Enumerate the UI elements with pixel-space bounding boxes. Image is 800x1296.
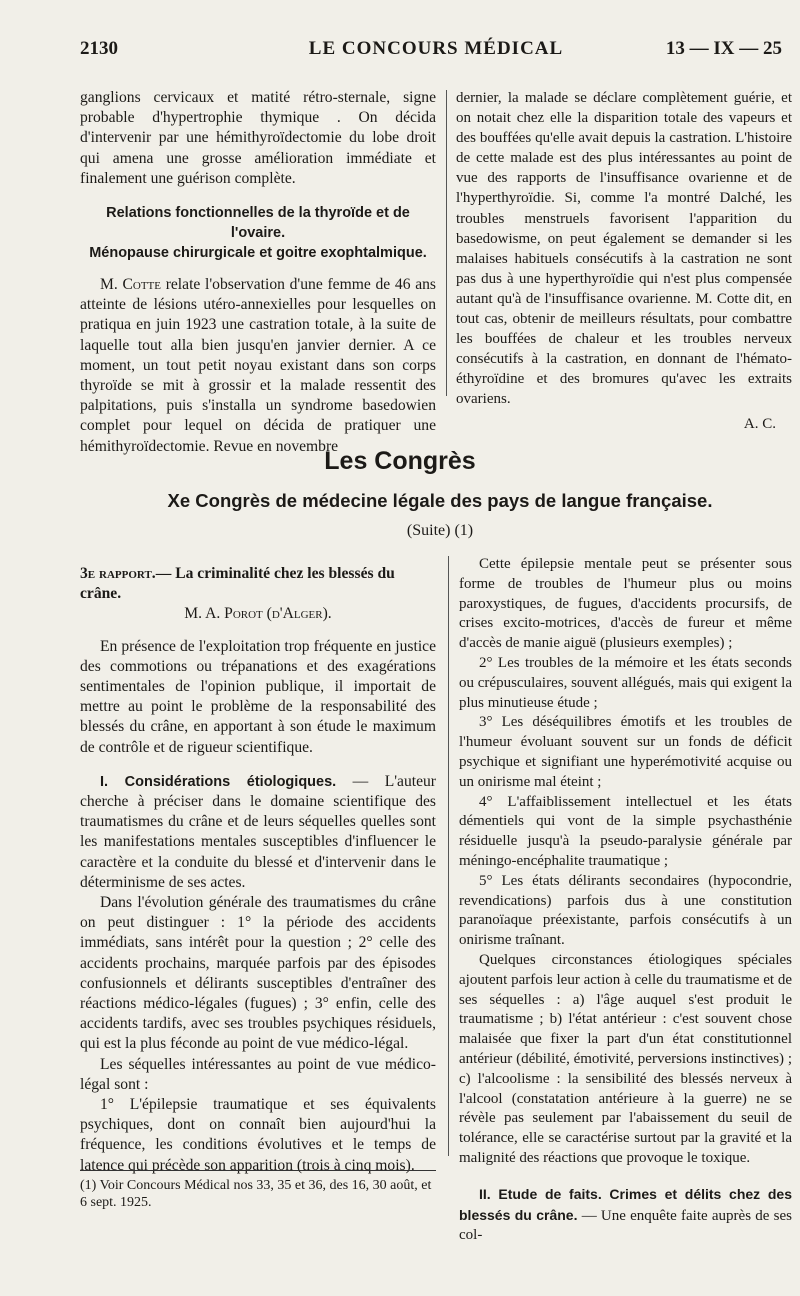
paragraph: ganglions cervicaux et matité rétro-sternale, signe probable d'hypertrophie thymique . On décida d'intervenir par une hémithyroïdectomie du lobe droit qui amena une grosse amélioration immédiate et finalement une guérison complète. [80, 89, 436, 187]
continuation-note: (Suite) (1) [406, 522, 474, 539]
paragraph: Dans l'évolution générale des traumatismes du crâne on peut distinguer : 1° la période des accidents immédiats, sans intérêt pour la question ; 2° celle des accidents prochains, marquée parfois par des épisodes confusionnels et délirants susceptibles d'entraîner des réactions médico-légales (fugues) ; 3° enfin, celle des accidents tardifs, avec ses troubles psychiques résiduels, qui est la plus féconde au point de vue médico-légal. [80, 894, 436, 1053]
paragraph [80, 275, 436, 457]
footnote: (1) Voir Concours Médical nos 33, 35 et 36, des 16, 30 août, et 6 sept. 1925. [80, 1170, 436, 1211]
paragraph: En présence de l'exploitation trop fréquente en justice des commotions ou trépanations et des exagérations sentimentales de l'opinion publique, il importait de mettre au point le problème de la responsabilité des blessés du crâne, en apportant à son étude le maximum de contrôle et de rigueur scientifique. [80, 637, 436, 756]
journal-title: LE CONCOURS MÉDICAL [308, 38, 564, 59]
rapport-title: — La criminalité chez les blessés du crâne. [80, 565, 395, 603]
page-header [80, 36, 792, 66]
bottom-left-column [80, 564, 436, 1176]
congress-subtitle: Xe Congrès de médecine légale des pays de langue française. [167, 490, 713, 511]
bottom-column-divider [448, 556, 449, 1156]
section-title: Les Congrès [324, 447, 476, 475]
paragraph-text: — L'auteur cherche à préciser dans le domaine scientifique des traumatismes du crâne et de leurs séquelles quelles sont les manifestations mentales susceptibles d'influencer le caractère et la conduite du blessé et d'intervenir dans le déterminisme de ses actes. [80, 772, 436, 891]
section-heading [80, 203, 436, 263]
paragraph-text: relate l'observation d'une femme de 46 ans atteinte de lésions utéro-annexielles pour lesquelles on pratiqua en juin 1923 une castration totale, à la suite de laquelle tout alla bien jusqu'en janvier dernier. A ce moment, un tout petit noyau existant dans son corps thyroïde se mit à grossir et la malade ressentit des palpitations, puis s'installa un syndrome basedowien complet pour lequel on décida de pratiquer une hémithyroïdectomie. Revue en novembre [80, 276, 436, 455]
paragraph: Les séquelles intéressantes au point de vue médico-légal sont : [80, 1055, 436, 1093]
paragraph [459, 1185, 792, 1246]
issue-date: 13 — IX — 25 [665, 38, 782, 59]
top-left-column [80, 88, 436, 457]
paragraph: 2° Les troubles de la mémoire et les états seconds ou crépusculaires, souvent allégués, mais qui exigent la plus minutieuse étude ; [459, 654, 792, 711]
section-heading-line: Relations fonctionnelles de la thyroïde et de l'ovaire. [106, 205, 410, 242]
signature: A. C. [743, 415, 776, 432]
paragraph: Quelques circonstances étiologiques spéciales ajoutent parfois leur action à celle du traumatisme et de ses séquelles : a) l'âge auquel s'est produit le traumatisme ; b) l'état antérieur : c'est souvent chose malaisée que fixer la part d'un état constitutionnel antérieur (débilité, émotivité, perversions instinctives) ; c) l'alcoolisme : la sensibilité des blessés nerveux à l'alcool (constatation antérieure à la guerre) ne se révèle pas seulement par l'abaissement du seuil de tolérance, elle se caractérise surtout par la gravité et la malignité des réactions que provoque le toxique. [459, 951, 792, 1166]
bottom-right-column [459, 555, 792, 1246]
top-column-divider [446, 90, 447, 396]
paragraph [80, 772, 436, 893]
paragraph: 4° L'affaiblissement intellectuel et les états démentiels qui vont de la simple psychasthénie résiduelle jusqu'à la pseudo-paralysie générale par méningo-encéphalite traumatique ; [459, 793, 792, 869]
subsection-title: I. Considérations étiologiques. [100, 773, 337, 790]
top-right-column [456, 88, 792, 434]
paragraph: Cette épilepsie mentale peut se présenter sous forme de troubles de l'humeur plus ou moins paroxystiques, de fugues, d'accidents procursifs, de crises excito-motrices, d'accès de fureur et même d'accès de manie aiguë (plusieurs exemples) ; [459, 556, 792, 652]
rapport-author: M. A. Porot (d'Alger). [184, 605, 332, 623]
paragraph: dernier, la malade se déclare complètement guérie, et on notait chez elle la disparition totale des vapeurs et des bouffées qu'elle avait depuis la castration. L'histoire de cette malade est des plus intéressantes au point de vue des rapports de l'insuffisance ovarienne et de l'hyperthyroïdie. Si, comme l'a montré Dalché, les troubles menstruels favorisent l'apparition du basedowisme, on peut également se demander si les malaises habituels consécutifs à la castration ne sont pas dus à une hyperthyroïdie qui n'est plus compensée autant qu'à de l'insuffisance ovarienne. M. Cotte dit, en tout cas, obtenir de meilleurs résultats, pour combattre les bouffées de chaleur et les troubles nerveux consécutifs à la castration, en donnant de l'hémato-éthyroïdine et des bromures qu'avec les extraits ovariens. [456, 90, 792, 408]
paragraph: 1° L'épilepsie traumatique et ses équivalents psychiques, dont on connaît bien aujourd'hui la fréquence, les conditions évolutives et le temps de latence qui précède son apparition (trois à cinq mois). [80, 1096, 436, 1174]
rapport-heading [80, 564, 436, 604]
author-name: M. Cotte [100, 276, 161, 294]
paragraph: 3° Les déséquilibres émotifs et les troubles de l'humeur évoluant souvent sur un fonds de déficit psychique et signifiant une hyperémotivité acquise ou un onirisme mal éteint ; [459, 714, 792, 790]
paragraph-text: — Une enquête faite auprès de ses col- [459, 1207, 792, 1244]
subsection-title: II. Etude de faits. Crimes et délits chez des blessés du crâne. [459, 1185, 792, 1223]
paragraph: 5° Les états délirants secondaires (hypocondrie, revendications) parfois dus à une constitution paranoïaque préexistante, parfois consécutifs à un onirisme traînant. [459, 872, 792, 949]
rapport-label: 3e rapport. [80, 565, 156, 582]
page-number: 2130 [80, 38, 118, 59]
section-heading-line: Ménopause chirurgicale et goitre exophtalmique. [89, 245, 427, 262]
